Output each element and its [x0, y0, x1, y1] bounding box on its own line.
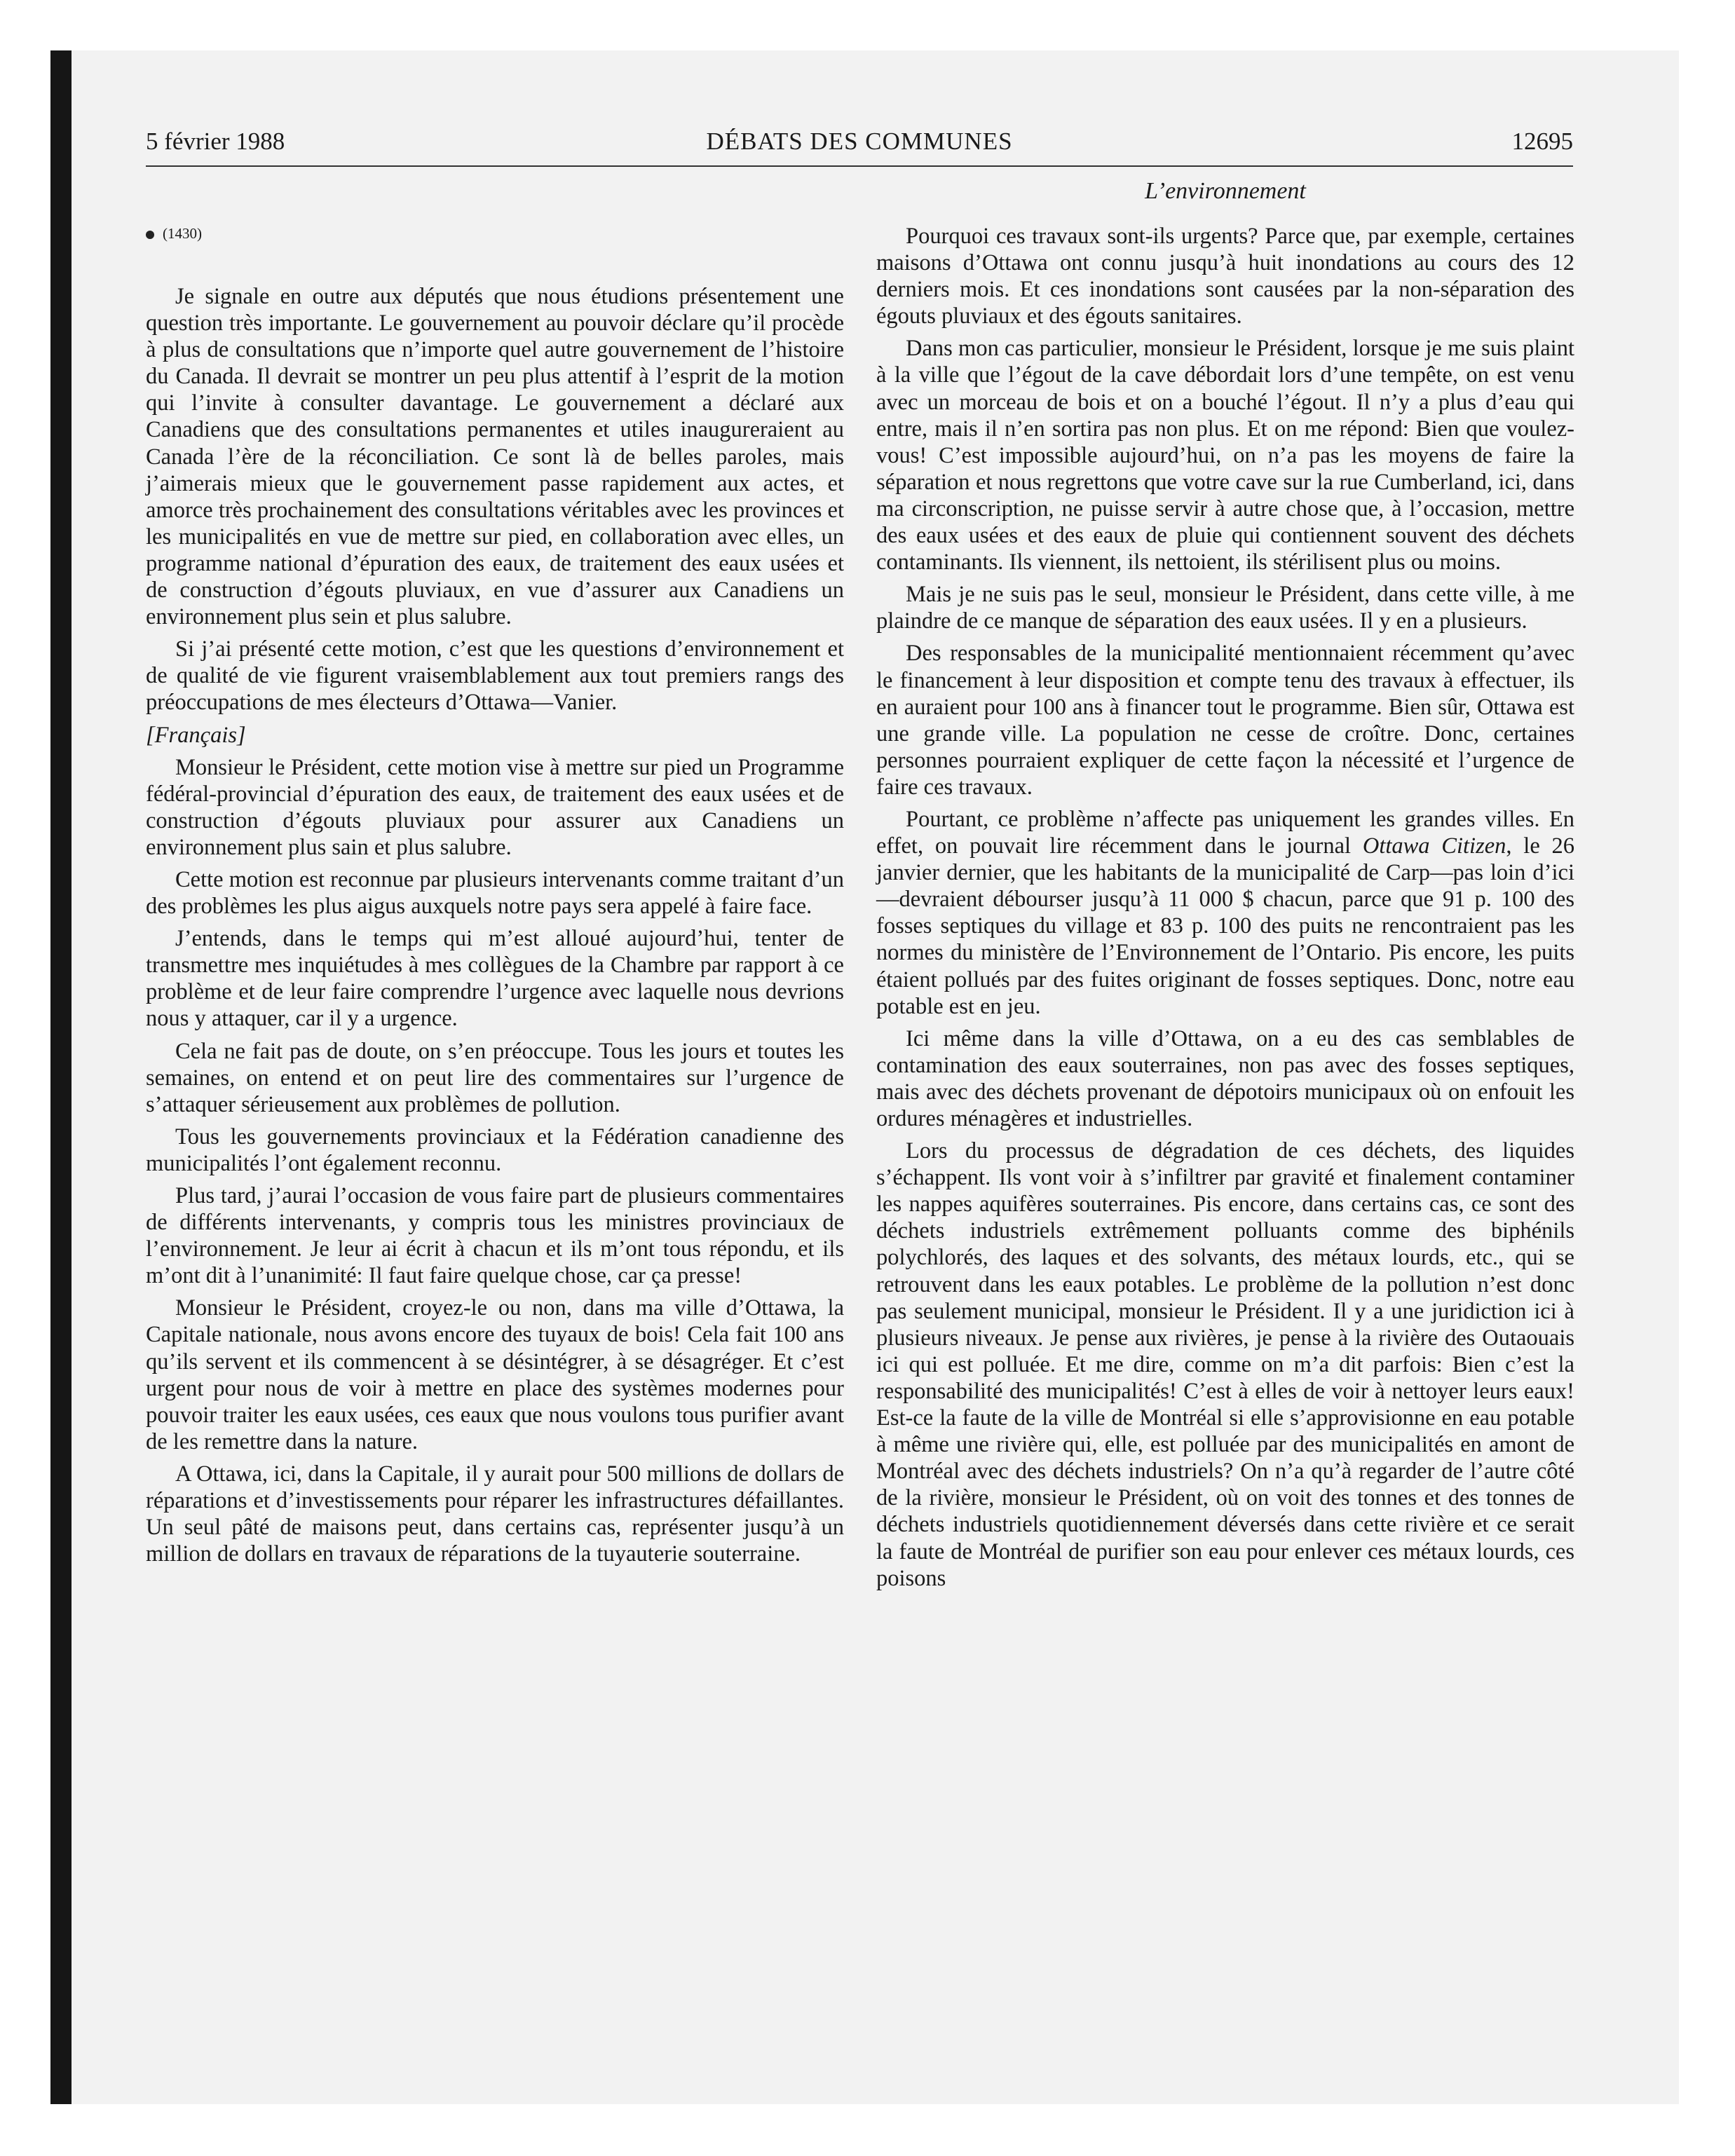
- paragraph: Monsieur le Président, croyez-le ou non, dans ma ville d’Ottawa, la Capitale nationale, nous avons encore des tuyaux de bois! Cela fait 100 ans qu’ils servent et ils commencent à se désintégrer, à se désagréger. Et c’est urgent pour nous de voir à mettre en place des systèmes modernes pour pouvoir traiter les eaux usées, ces eaux que nous voulons tous purifier avant de les remettre dans la nature.: [146, 1295, 844, 1454]
- paragraph-text: , le 26 janvier dernier, que les habitants de la municipalité de Carp—pas loin d’ici—devraient débourser jusqu’à 11 000 $ chacun, parce que 91 p. 100 des fosses septiques du village et 83 p. 100 des puits ne rencontraient pas les normes du ministère de l’Environnement de l’Ontario. Pis encore, les puits étaient pollués par des fuites originant de fosses septiques. Donc, notre eau potable est en jeu.: [876, 833, 1574, 1019]
- paragraph: Mais je ne suis pas le seul, monsieur le Président, dans cette ville, à me plaindre de ce manque de séparation des eaux usées. Il y en a plusieurs.: [876, 582, 1574, 634]
- paragraph: [876, 806, 1574, 1020]
- time-marker: [146, 223, 844, 244]
- paragraph: Cela ne fait pas de doute, on s’en préoccupe. Tous les jours et toutes les semaines, on entend et on peut lire des commentaires sur l’urgence de s’attaquer sérieusement aux problèmes de pollution.: [146, 1038, 844, 1117]
- paragraph: Monsieur le Président, cette motion vise à mettre sur pied un Programme fédéral-provincial d’épuration des eaux, de traitement des eaux usées et de construction d’égouts pluviaux pour assurer aux Canadiens un environnement plus sain et plus salubre.: [146, 754, 844, 860]
- section-title: L’environnement: [1145, 178, 1306, 204]
- paragraph: Pourquoi ces travaux sont-ils urgents? Parce que, par exemple, certaines maisons d’Ottawa ont connu jusqu’à huit inondations au cours des 12 derniers mois. Et ces inondations sont causées par la non-séparation des égouts pluviaux et des égouts sanitaires.: [876, 224, 1574, 329]
- paragraph: Je signale en outre aux députés que nous étudions présentement une question très importante. Le gouvernement au pouvoir déclare qu’il procède à plus de consultations que n’importe quel autre gouvernement de l’histoire du Canada. Il devrait se montrer un peu plus attentif à l’esprit de la motion qui l’invite à consulter davantage. Le gouvernement a déclaré aux Canadiens que des consultations permanentes et utiles inaugureraient au Canada l’ère de la réconciliation. Ce sont là de belles paroles, mais j’aimerais mieux que le gouvernement passe rapidement aux actes, et amorce très prochainement des consultations véritables avec les provinces et les municipalités en vue de mettre sur pied, en collaboration avec elles, un programme national d’épuration des eaux, de traitement des eaux usées et de construction d’égouts pluviaux, en vue d’assurer aux Canadiens un environnement plus sein et plus salubre.: [146, 284, 844, 630]
- left-column: [146, 223, 844, 1573]
- paragraph: Cette motion est reconnue par plusieurs intervenants comme traitant d’un des problèmes les plus aigus auxquels notre pays sera appelé à faire face.: [146, 866, 844, 920]
- paragraph: J’entends, dans le temps qui m’est alloué aujourd’hui, tenter de transmettre mes inquiétudes à mes collègues de la Chambre par rapport à ce problème et de leur faire comprendre l’urgence avec laquelle nous devrions nous y attaquer, car il y a urgence.: [146, 926, 844, 1032]
- paragraph: Dans mon cas particulier, monsieur le Président, lorsque je me suis plaint à la ville que l’égout de la cave débordait lors d’une tempête, on est venu avec un morceau de bois et on a bouché l’égout. Il n’y a plus d’eau qui entre, mais il n’en sortira pas non plus. Et on me répond: Bien que voulez-vous! C’est impossible aujourd’hui, on n’a pas les moyens de faire la séparation et nous regrettons que votre cave sur la rue Cumberland, ici, dans ma circonscription, ne puisse servir à autre chose que, à l’occasion, mettre des eaux usées et des eaux de pluie qui contiennent souvent des déchets contaminants. Ils viennent, ils nettoient, ils stérilisent plus ou moins.: [876, 336, 1574, 575]
- newspaper-title: Ottawa Citizen: [1362, 833, 1506, 859]
- paragraph: Tous les gouvernements provinciaux et la Fédération canadienne des municipalités l’ont également reconnu.: [146, 1124, 844, 1176]
- right-column: [876, 223, 1574, 1597]
- paragraph-text: Pourtant, ce problème n’affecte pas uniquement les grandes villes. En effet, on pouvait lire récemment dans le journal: [876, 806, 1574, 859]
- paragraph: A Ottawa, ici, dans la Capitale, il y aurait pour 500 millions de dollars de réparations et d’investissements pour réparer les infrastructures défaillantes. Un seul pâté de maisons peut, dans certains cas, représenter jusqu’à un million de dollars en travaux de réparations de la tuyauterie souterraine.: [146, 1461, 844, 1567]
- paragraph: Ici même dans la ville d’Ottawa, on a eu des cas semblables de contamination des eaux souterraines, non pas avec des fosses septiques, mais avec des déchets provenant de dépotoirs municipaux où on enfouit les ordures ménagères et industrielles.: [876, 1025, 1574, 1131]
- header-date: 5 février 1988: [146, 128, 285, 155]
- language-tag: [Français]: [146, 722, 246, 748]
- paragraph: Plus tard, j’aurai l’occasion de vous faire part de plusieurs commentaires de différents intervenants, y compris tous les ministres provinciaux de l’environnement. Je leur ai écrit à chacun et ils m’ont tous répondu, et ils m’ont dit à l’unanimité: Il faut faire quelque chose, car ça presse!: [146, 1183, 844, 1289]
- paragraph: Des responsables de la municipalité mentionnaient récemment qu’avec le financement à leur disposition et compte tenu des travaux à effectuer, ils en auraient pour 100 ans à financer tout le programme. Bien sûr, Ottawa est une grande ville. La population ne cesse de croître. Donc, certaines personnes pourraient expliquer de cette façon la nécessité et l’urgence de faire ces travaux.: [876, 641, 1574, 800]
- paragraph: Lors du processus de dégradation de ces déchets, des liquides s’échappent. Ils vont voir à s’infiltrer par gravité et finalement contaminer les nappes aquifères souterraines. Pis encore, dans certains cas, ce sont des déchets industriels extrêmement polluants comme des biphénils polychlorés, des laques et des solvants, des métaux lourds, etc., qui se retrouvent dans les eaux potables. Le problème de la pollution n’est donc pas seulement municipal, monsieur le Président. Il y a une juridiction ici à plusieurs niveaux. Je pense aux rivières, je pense à la rivière des Outaouais ici qui est polluée. Et me dire, comme on m’a dit parfois: Bien c’est la responsabilité des municipalités! C’est à elles de voir à nettoyer leurs eaux! Est-ce la faute de la ville de Montréal si elle s’approvisionne en eau potable à même une rivière qui, elle, est polluée par des municipalités en amont de Montréal avec des déchets industriels? On n’a qu’à regarder de l’autre côté de la rivière, monsieur le Président, où on voit des tonnes et des tonnes de déchets industriels quotidiennement déversés dans cette rivière et ce serait la faute de Montréal de purifier son eau pour enlever ces métaux lourds, ces poisons: [876, 1138, 1574, 1591]
- header-publication: DÉBATS DES COMMUNES: [706, 128, 1013, 155]
- binding-edge: [50, 50, 72, 2104]
- page-number: 12695: [1511, 128, 1573, 155]
- paragraph: Si j’ai présenté cette motion, c’est que les questions d’environnement et de qualité de vie figurent vraisemblablement aux tout premiers rangs des préoccupations de mes électeurs d’Ottawa—Vanier.: [146, 636, 844, 716]
- time-marker-text: (1430): [163, 225, 202, 242]
- bullet-icon: [146, 231, 154, 239]
- running-header: [146, 123, 1573, 167]
